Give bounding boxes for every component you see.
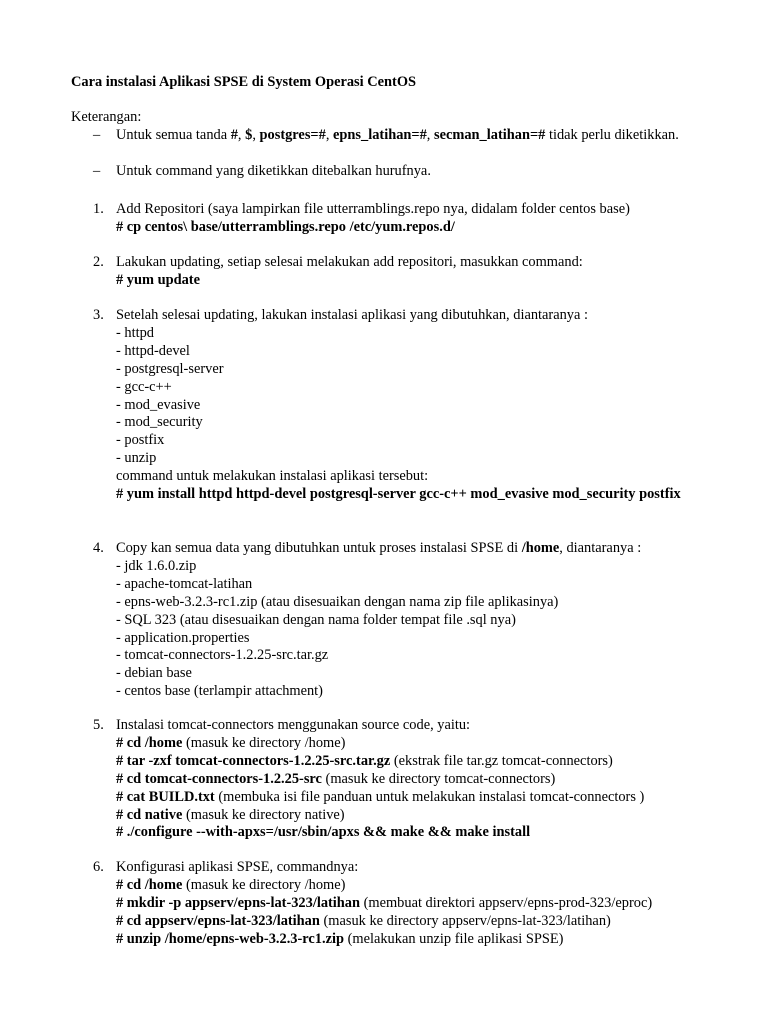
command-text: $ [245, 127, 253, 143]
step-number: 4. [93, 540, 104, 556]
command-text: # cd /home [116, 876, 183, 893]
description-text: (membuat direktori appserv/epns-prod-323/eproc) [360, 894, 653, 911]
step-line [116, 219, 713, 237]
command-text: secman_latihan=# [434, 127, 546, 143]
step-line [116, 272, 713, 290]
description-text: , [325, 127, 334, 143]
step-line [116, 414, 713, 432]
keterangan-label: Keterangan: [71, 109, 142, 125]
step-line [116, 895, 713, 913]
description-text: - tomcat-connectors-1.2.25-src.tar.gz [116, 647, 329, 664]
description-text: Setelah selesai updating, lakukan instalasi aplikasi yang dibutuhkan, diantaranya : [116, 307, 588, 323]
step-line [116, 325, 713, 343]
step-line [116, 859, 713, 877]
description-text: (masuk ke directory /home) [182, 876, 346, 893]
description-text: - SQL 323 (atau disesuaikan dengan nama folder tempat file .sql nya) [116, 611, 516, 628]
command-text: # cd appserv/epns-lat-323/latihan [116, 912, 320, 929]
step-body [116, 540, 713, 701]
step-line [116, 397, 713, 415]
step-line [116, 913, 713, 931]
document-title: Cara instalasi Aplikasi SPSE di System Operasi CentOS [71, 74, 417, 90]
command-text: epns_latihan=# [333, 127, 427, 143]
step-line [116, 540, 713, 558]
step-item [93, 201, 713, 237]
command-text: # cd native [116, 806, 183, 823]
description-text: - jdk 1.6.0.zip [116, 557, 197, 574]
step-line [116, 343, 713, 361]
step-line [116, 486, 713, 504]
description-text: - epns-web-3.2.3-rc1.zip (atau disesuaikan dengan nama zip file aplikasinya) [116, 593, 559, 610]
step-line [116, 576, 713, 594]
command-text: # yum update [116, 271, 200, 288]
step-line [116, 361, 713, 379]
step-line [116, 612, 713, 630]
description-text: Instalasi tomcat-connectors menggunakan source code, yaitu: [116, 717, 471, 733]
description-text: , [252, 127, 260, 143]
step-line [116, 824, 713, 842]
step-item [93, 859, 713, 949]
description-text: command untuk melakukan instalasi aplikasi tersebut: [116, 468, 429, 485]
description-text: (melakukan unzip file aplikasi SPSE) [344, 930, 564, 947]
step-item [93, 717, 713, 842]
description-text: - application.properties [116, 629, 250, 646]
command-text: # cd /home [116, 734, 183, 751]
description-text: - unzip [116, 450, 157, 467]
step-line [116, 594, 713, 612]
description-text: - mod_security [116, 414, 203, 431]
description-text: Lakukan updating, setiap selesai melakukan add repositori, masukkan command: [116, 254, 583, 270]
step-line [116, 450, 713, 468]
note-bullet [93, 127, 733, 145]
description-text: - mod_evasive [116, 396, 201, 413]
command-text: # ./configure --with-apxs=/usr/sbin/apxs && make && make install [116, 824, 531, 841]
step-body [116, 201, 713, 237]
description-text: tidak perlu diketikkan. [545, 127, 679, 143]
command-text: # [230, 127, 238, 143]
description-text: Konfigurasi aplikasi SPSE, commandnya: [116, 859, 359, 875]
description-text: (masuk ke directory appserv/epns-lat-323/latihan) [319, 912, 611, 929]
step-body [116, 859, 713, 949]
step-line [116, 683, 713, 701]
step-line [116, 254, 713, 272]
description-text: (ekstrak file tar.gz tomcat-connectors) [390, 752, 613, 769]
step-number: 3. [93, 307, 104, 323]
command-text: # cp centos\ base/utterramblings.repo /etc/yum.repos.d/ [116, 218, 455, 235]
step-item [93, 540, 713, 701]
description-text: - postfix [116, 432, 165, 449]
description-text: (membuka isi file panduan untuk melakukan instalasi tomcat-connectors ) [214, 788, 645, 805]
description-text: - postgresql-server [116, 360, 224, 377]
step-item [93, 254, 713, 290]
command-text: # tar -zxf tomcat-connectors-1.2.25-src.tar.gz [116, 752, 391, 769]
description-text: (masuk ke directory tomcat-connectors) [321, 770, 556, 787]
description-text: Untuk semua tanda [116, 127, 231, 143]
step-number: 5. [93, 717, 104, 733]
note-text [116, 127, 733, 145]
command-text: # mkdir -p appserv/epns-lat-323/latihan [116, 894, 361, 911]
step-line [116, 379, 713, 397]
command-text: # cd tomcat-connectors-1.2.25-src [116, 770, 322, 787]
description-text: - debian base [116, 665, 192, 682]
step-line [116, 630, 713, 648]
description-text: - httpd [116, 324, 154, 341]
command-text: postgres=# [259, 127, 326, 143]
description-text: Untuk command yang diketikkan ditebalkan hurufnya. [116, 163, 431, 179]
description-text: - centos base (terlampir attachment) [116, 683, 323, 700]
step-line [116, 201, 713, 219]
step-line [116, 931, 713, 949]
step-line [116, 789, 713, 807]
step-line [116, 558, 713, 576]
step-line [116, 807, 713, 825]
command-text: # cat BUILD.txt [116, 788, 215, 805]
step-line [116, 432, 713, 450]
step-number: 1. [93, 201, 104, 217]
step-body [116, 254, 713, 290]
dash-marker: – [93, 163, 101, 179]
step-number: 2. [93, 254, 104, 270]
description-text: , [426, 127, 434, 143]
description-text: Add Repositori (saya lampirkan file utterramblings.repo nya, didalam folder centos base) [116, 201, 630, 217]
description-text: Copy kan semua data yang dibutuhkan untuk proses instalasi SPSE di [116, 540, 522, 556]
step-body [116, 717, 713, 842]
note-bullet [93, 163, 733, 181]
description-text: (masuk ke directory native) [182, 806, 345, 823]
step-body [116, 307, 713, 504]
step-item [93, 307, 713, 504]
description-text: , [237, 127, 246, 143]
step-line [116, 717, 713, 735]
step-line [116, 771, 713, 789]
description-text: - gcc-c++ [116, 378, 172, 395]
note-text [116, 163, 733, 181]
command-text: /home [521, 540, 560, 556]
step-line [116, 468, 713, 486]
command-text: # unzip /home/epns-web-3.2.3-rc1.zip [116, 930, 344, 947]
step-line [116, 665, 713, 683]
step-line [116, 307, 713, 325]
step-line [116, 753, 713, 771]
step-number: 6. [93, 859, 104, 875]
description-text: - httpd-devel [116, 342, 190, 359]
step-line [116, 735, 713, 753]
description-text: (masuk ke directory /home) [182, 734, 346, 751]
step-line [116, 877, 713, 895]
description-text: , diantaranya : [559, 540, 642, 556]
dash-marker: – [93, 127, 101, 143]
command-text: # yum install httpd httpd-devel postgresql-server gcc-c++ mod_evasive mod_security postfix [116, 486, 681, 503]
step-line [116, 647, 713, 665]
description-text: - apache-tomcat-latihan [116, 575, 253, 592]
